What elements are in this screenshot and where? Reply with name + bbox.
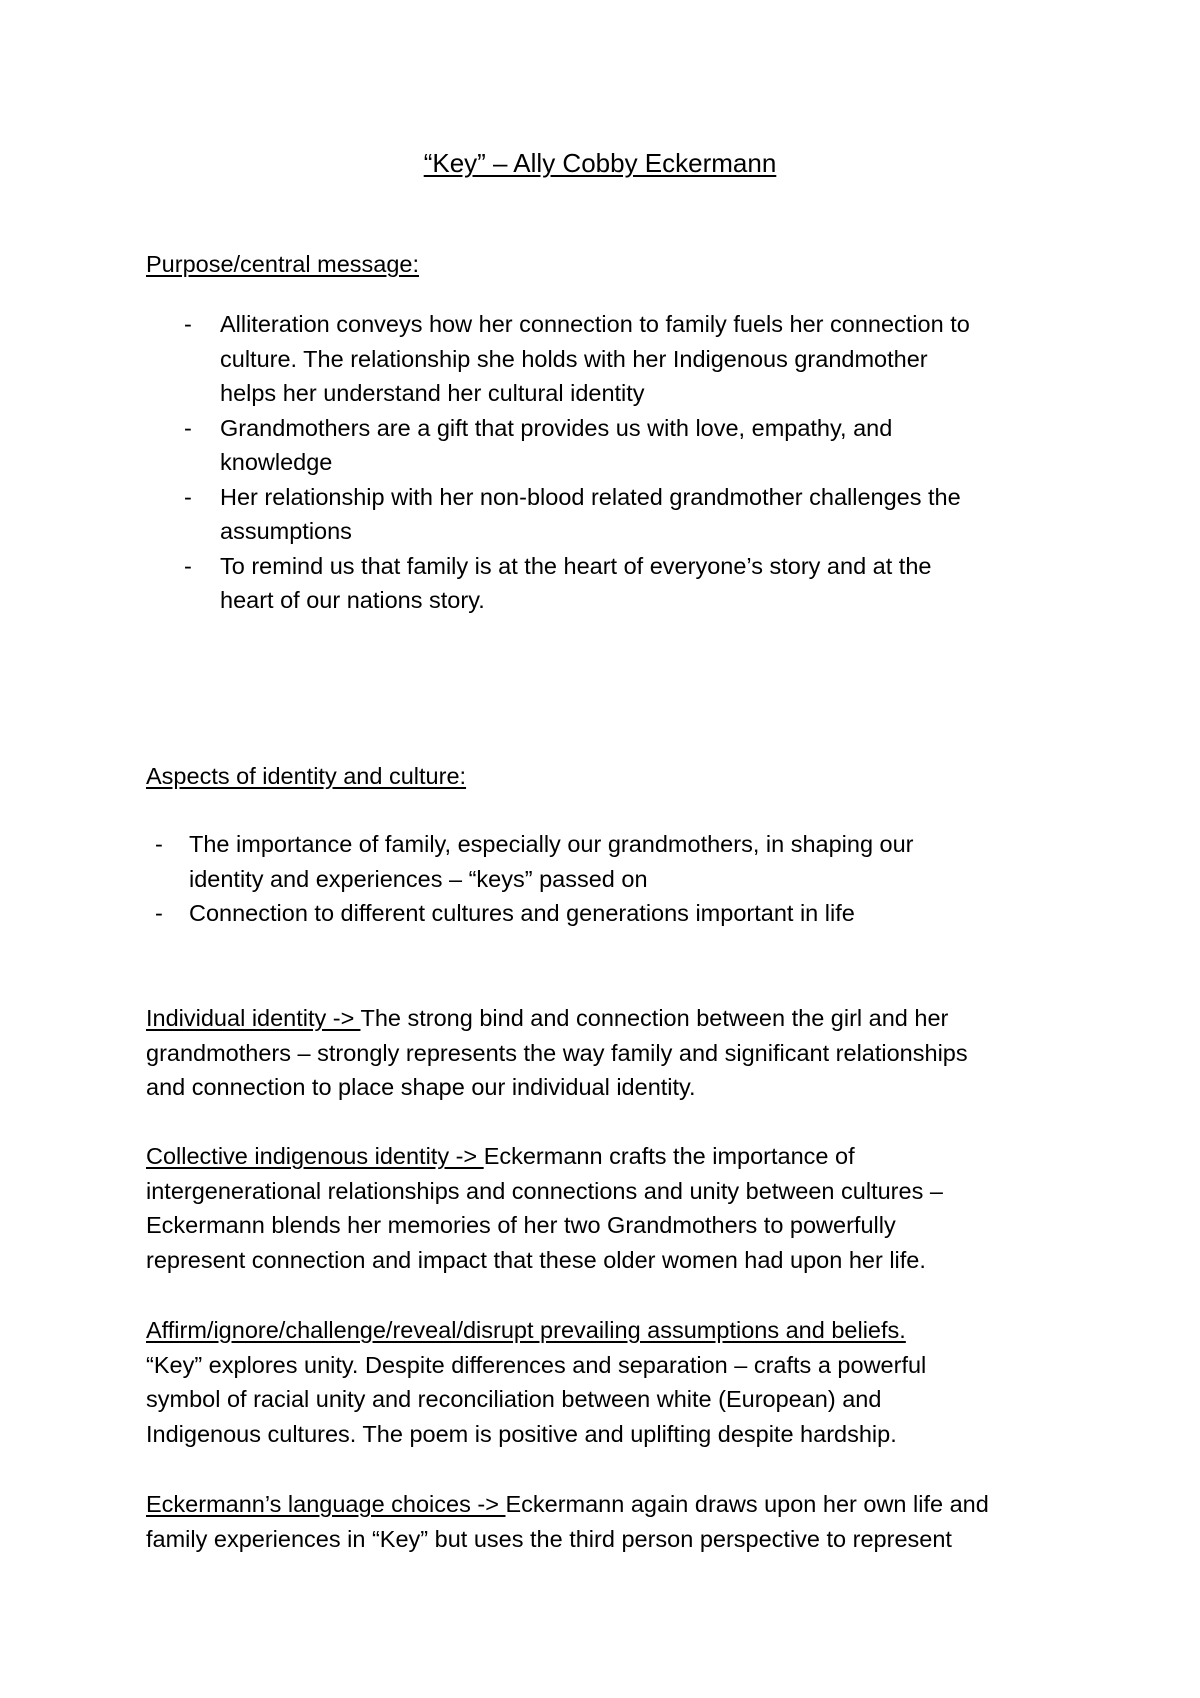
list-dash: - (155, 900, 163, 926)
purpose-list (184, 307, 970, 618)
aspects-list (155, 827, 914, 931)
list-item (184, 480, 970, 549)
list-item-line: To remind us that family is at the heart of everyone’s story and at the (220, 552, 932, 579)
aspects-heading: Aspects of identity and culture: (146, 763, 467, 789)
list-item-line: The importance of family, especially our grandmothers, in shaping our (189, 831, 914, 857)
list-item (184, 411, 970, 480)
paragraph-line: Eckermann blends her memories of her two Grandmothers to powerfully (146, 1212, 896, 1238)
language-choices-lead: Eckermann’s language choices -> (146, 1491, 506, 1517)
list-dash: - (184, 311, 192, 337)
list-dash: - (184, 414, 192, 441)
document-title: “Key” – Ally Cobby Eckermann (423, 148, 777, 178)
list-item-line: knowledge (220, 449, 333, 475)
paragraph-line: symbol of racial unity and reconciliation between white (European) and (146, 1386, 882, 1412)
list-item-line: helps her understand her cultural identity (220, 380, 645, 406)
list-item-line: Alliteration conveys how her connection to family fuels her connection to (220, 311, 970, 337)
paragraph-line (146, 1487, 1086, 1522)
paragraph-line: grandmothers – strongly represents the way family and significant relationships (146, 1039, 968, 1066)
list-item (184, 307, 970, 411)
list-item (155, 827, 914, 896)
assumptions-paragraph (146, 1313, 1086, 1451)
paragraph-line: represent connection and impact that these older women had upon her life. (146, 1246, 926, 1273)
list-item-line: Her relationship with her non-blood related grandmother challenges the (220, 483, 961, 510)
list-item-line: heart of our nations story. (220, 587, 485, 613)
list-item-line: Connection to different cultures and generations important in life (189, 900, 855, 926)
list-item (184, 549, 970, 618)
list-item-line: culture. The relationship she holds with her Indigenous grandmother (220, 345, 928, 372)
paragraph-line: Indigenous cultures. The poem is positive and uplifting despite hardship. (146, 1420, 897, 1447)
list-item-line: assumptions (220, 518, 352, 544)
paragraph-line: and connection to place shape our individual identity. (146, 1074, 696, 1100)
list-dash: - (155, 831, 163, 857)
language-choices-paragraph (146, 1487, 1086, 1556)
list-dash: - (184, 552, 192, 579)
paragraph-line (146, 1001, 1086, 1036)
paragraph-line: family experiences in “Key” but uses the third person perspective to represent (146, 1525, 952, 1552)
list-item (155, 896, 914, 931)
list-dash: - (184, 483, 192, 510)
paragraph-text: Eckermann again draws upon her own life and (505, 1491, 989, 1517)
list-item-line: Grandmothers are a gift that provides us with love, empathy, and (220, 414, 893, 441)
collective-identity-paragraph (146, 1139, 1086, 1277)
paragraph-text: Eckermann crafts the importance of (483, 1143, 855, 1169)
paragraph-line: intergenerational relationships and connections and unity between cultures – (146, 1177, 943, 1204)
paragraph-line (146, 1139, 1086, 1174)
paragraph-line: “Key” explores unity. Despite differences and separation – crafts a powerful (146, 1351, 927, 1378)
individual-identity-paragraph (146, 1001, 1086, 1105)
paragraph-text: The strong bind and connection between the girl and her (360, 1005, 949, 1031)
list-item-line: identity and experiences – “keys” passed on (189, 865, 648, 892)
purpose-heading: Purpose/central message: (146, 251, 420, 277)
assumptions-lead: Affirm/ignore/challenge/reveal/disrupt prevailing assumptions and beliefs. (146, 1317, 906, 1343)
collective-identity-lead: Collective indigenous identity -> (146, 1143, 484, 1169)
individual-identity-lead: Individual identity -> (146, 1005, 361, 1031)
